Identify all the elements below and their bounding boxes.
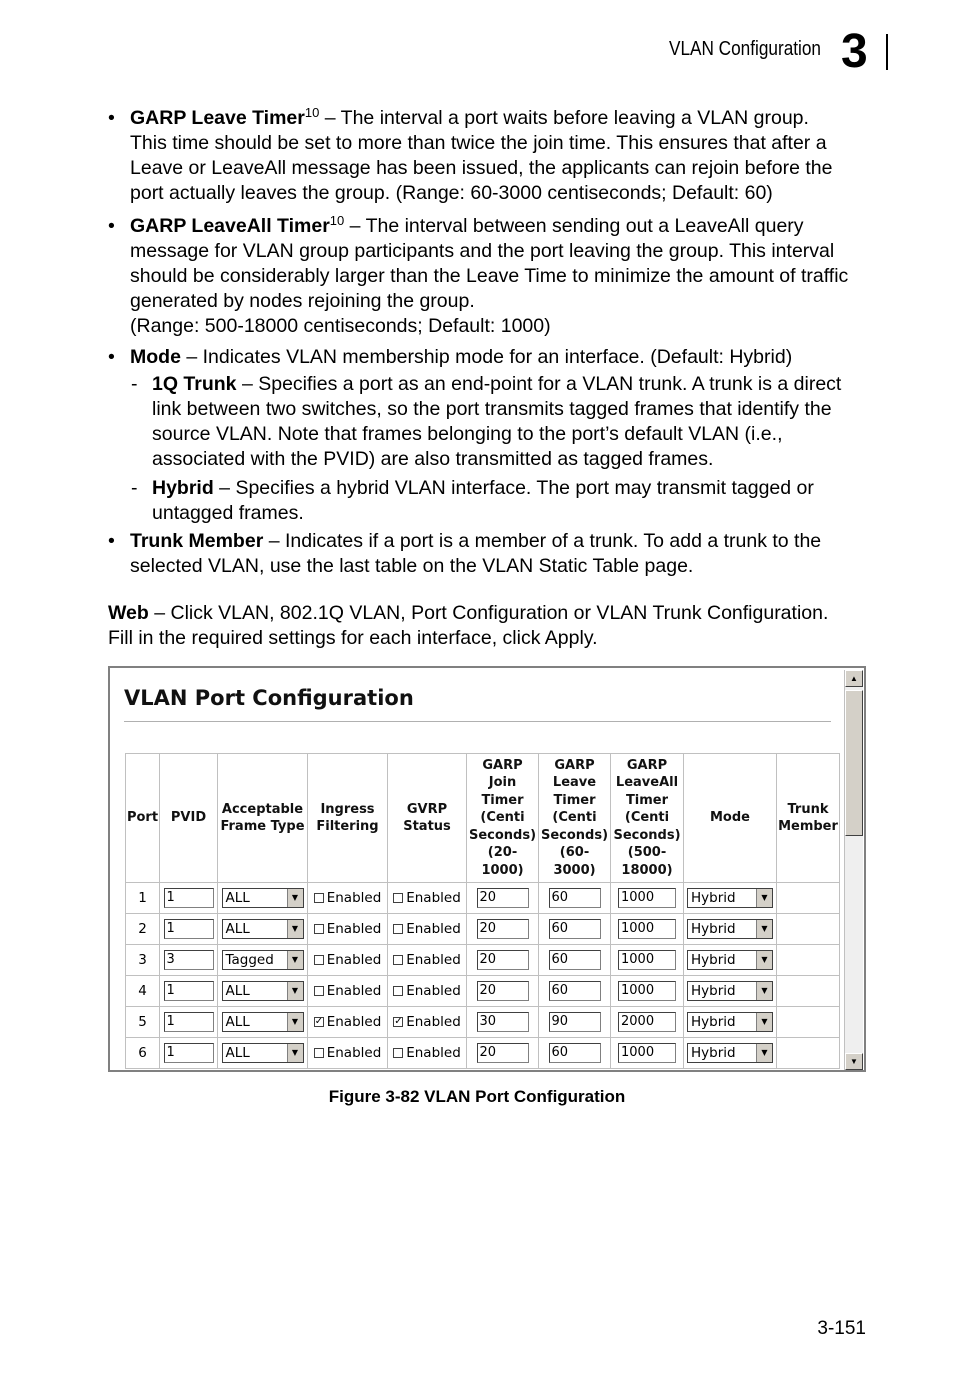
line: Fill in the required settings for each interface, click Apply. — [108, 627, 598, 649]
header-line: Timer — [625, 792, 669, 808]
col-header-port — [126, 754, 160, 883]
header-line: 18000) — [621, 862, 673, 878]
line: – Specifies a port as an end-point for a VLAN trunk. A trunk is a direct — [236, 373, 842, 395]
pvid-input[interactable]: 1 — [164, 1043, 214, 1063]
line: generated by nodes rejoining the group. — [130, 290, 475, 312]
select-value: ALL — [225, 1045, 250, 1061]
line: selected VLAN, use the last table on the VLAN Static Table page. — [130, 555, 694, 577]
term: GARP Leave Timer — [130, 107, 305, 129]
header-line: GARP — [626, 757, 668, 773]
header-line: Seconds) — [468, 827, 537, 843]
line: source VLAN. Note that frames belonging to the port’s default VLAN (i.e., — [152, 423, 783, 445]
checkbox-icon[interactable] — [393, 986, 403, 996]
checkbox-label: Enabled — [406, 983, 461, 999]
trunk-member-cell — [777, 883, 840, 914]
table-row — [126, 883, 840, 914]
checkbox-icon[interactable] — [314, 893, 324, 903]
term: 1Q Trunk — [152, 373, 237, 395]
select-value: Tagged — [225, 952, 274, 968]
table-row — [126, 1038, 840, 1069]
select-value: ALL — [225, 890, 250, 906]
header-line: Frame Type — [220, 819, 305, 834]
gvrp-status-checkbox[interactable] — [388, 945, 467, 976]
trunk-member-cell — [777, 976, 840, 1007]
select-value: ALL — [225, 1014, 250, 1030]
mode-select[interactable] — [687, 888, 773, 908]
select-value: Hybrid — [691, 1045, 736, 1061]
gvrp-status-checkbox[interactable] — [388, 914, 467, 945]
dropdown-arrow-icon[interactable]: ▼ — [287, 1044, 303, 1062]
table-header-row — [126, 754, 840, 883]
leaveall-timer-input[interactable]: 1000 — [618, 888, 676, 908]
leave-timer-input[interactable]: 60 — [549, 950, 601, 970]
dropdown-arrow-icon[interactable]: ▼ — [756, 920, 772, 938]
header-line: (Centi — [480, 810, 525, 826]
term: Hybrid — [152, 477, 214, 499]
leave-timer-input[interactable]: 60 — [549, 888, 601, 908]
line: – The interval a port waits before leaving a VLAN group. — [319, 107, 809, 129]
col-header-mode — [684, 754, 777, 883]
header-line: Timer — [553, 792, 596, 808]
header-line: GVRP — [406, 801, 448, 817]
gvrp-status-checkbox[interactable] — [388, 1038, 467, 1069]
page-number: 3-151 — [817, 1318, 866, 1339]
header-rule — [886, 34, 888, 70]
checkbox-checked-icon[interactable]: ✓ — [394, 1016, 403, 1027]
select-value: ALL — [225, 983, 250, 999]
line: should be considerably larger than the Leave Time to minimize the amount of traffic — [130, 265, 849, 287]
scroll-up-icon[interactable]: ▲ — [845, 670, 863, 687]
checkbox-icon[interactable] — [393, 893, 403, 903]
col-header-leaveall-timer — [611, 754, 684, 883]
line: (Range: 500-18000 centiseconds; Default: 1000) — [130, 315, 551, 337]
checkbox-icon[interactable] — [314, 1048, 324, 1058]
leaveall-timer-input[interactable]: 1000 — [618, 950, 676, 970]
port-cell: 2 — [126, 914, 160, 945]
table-row — [126, 1007, 840, 1038]
bullet-mark: • — [108, 530, 115, 552]
header-line: (60-3000) — [553, 845, 596, 878]
frame-type-select[interactable] — [222, 1043, 304, 1063]
port-cell: 4 — [126, 976, 160, 1007]
dropdown-arrow-icon[interactable]: ▼ — [756, 1044, 772, 1062]
line: message for VLAN group participants and the port leaving the group. This interval — [130, 240, 835, 262]
checkbox-label: Enabled — [326, 921, 382, 937]
header-line: (Centi — [624, 810, 670, 826]
term: Trunk Member — [130, 530, 264, 552]
bullet-garp-leaveall-timer — [130, 214, 890, 339]
select-value: Hybrid — [691, 921, 736, 937]
mode-select[interactable] — [687, 1043, 773, 1063]
col-header-gvrp-status — [388, 754, 467, 883]
frame-type-select[interactable] — [222, 981, 304, 1001]
figure-caption: Figure 3-82 VLAN Port Configuration — [328, 1087, 626, 1106]
bullet-garp-leave-timer — [130, 106, 890, 206]
line: untagged frames. — [152, 502, 304, 524]
frame-type-select[interactable] — [222, 888, 304, 908]
ingress-filtering-checkbox[interactable] — [308, 945, 388, 976]
line: – Indicates if a port is a member of a trunk. To add a trunk to the — [263, 530, 822, 552]
checkbox-label: Enabled — [406, 1014, 461, 1030]
leaveall-timer-input[interactable]: 1000 — [618, 981, 676, 1001]
checkbox-label: Enabled — [406, 1045, 461, 1061]
dash-mark: - — [131, 477, 138, 499]
chapter-number: 3 — [841, 25, 868, 78]
dropdown-arrow-icon[interactable]: ▼ — [756, 982, 772, 1000]
port-config-table — [125, 753, 840, 1069]
scroll-thumb[interactable] — [845, 690, 863, 836]
dropdown-arrow-icon[interactable]: ▼ — [287, 951, 303, 969]
header-line: (20-1000) — [481, 845, 524, 878]
checkbox-label: Enabled — [406, 921, 461, 937]
leaveall-timer-input[interactable]: 2000 — [618, 1012, 676, 1032]
checkbox-checked-icon[interactable]: ✓ — [314, 1016, 324, 1027]
header-line: Filtering — [316, 819, 379, 834]
leave-timer-input[interactable]: 90 — [549, 1012, 601, 1032]
select-value: Hybrid — [691, 983, 736, 999]
dropdown-arrow-icon[interactable]: ▼ — [287, 920, 303, 938]
header-line: GARP — [482, 757, 523, 773]
header-line: Leave — [552, 775, 597, 791]
checkbox-label: Enabled — [406, 890, 461, 906]
footnote-ref: 10 — [329, 213, 345, 228]
pvid-input[interactable]: 1 — [164, 981, 214, 1001]
pvid-input[interactable]: 1 — [164, 1012, 214, 1032]
leave-timer-input[interactable]: 60 — [549, 1043, 601, 1063]
checkbox-icon[interactable] — [393, 955, 403, 965]
pvid-input[interactable]: 3 — [164, 950, 214, 970]
running-header: VLAN Configuration — [668, 38, 821, 60]
trunk-member-cell — [777, 1038, 840, 1069]
dash-mark: - — [131, 373, 138, 395]
bullet-mark: • — [108, 346, 115, 368]
checkbox-label: Enabled — [326, 1014, 382, 1030]
dropdown-arrow-icon[interactable]: ▼ — [287, 982, 303, 1000]
line: port actually leaves the group. (Range: 60-3000 centiseconds; Default: 60) — [130, 182, 773, 204]
dropdown-arrow-icon[interactable]: ▼ — [756, 1013, 772, 1031]
ingress-filtering-checkbox[interactable] — [308, 976, 388, 1007]
footnote-ref: 10 — [304, 105, 320, 120]
line: – Indicates VLAN membership mode for an interface. (Default: Hybrid) — [180, 346, 793, 368]
header-line: Status — [403, 819, 451, 834]
checkbox-icon[interactable] — [393, 1048, 403, 1058]
gvrp-status-checkbox[interactable] — [388, 976, 467, 1007]
term: Mode — [130, 346, 181, 368]
header-line: (Centi — [552, 810, 597, 826]
col-header-leave-timer — [539, 754, 611, 883]
trunk-member-cell — [777, 914, 840, 945]
header-line: Join — [488, 775, 517, 791]
mode-select[interactable] — [687, 981, 773, 1001]
header-line: Seconds) — [540, 827, 609, 843]
gvrp-status-checkbox[interactable] — [388, 883, 467, 914]
bullet-mode — [130, 345, 890, 370]
header-line: Acceptable — [221, 801, 304, 817]
dropdown-arrow-icon[interactable]: ▼ — [287, 1013, 303, 1031]
term: Web — [108, 602, 149, 624]
header-line: LeaveAll — [615, 775, 679, 791]
bullet-trunk-member — [130, 529, 890, 579]
mode-select[interactable] — [687, 919, 773, 939]
line: associated with the PVID) are also transmitted as tagged frames. — [152, 448, 714, 470]
port-cell: 5 — [126, 1007, 160, 1038]
checkbox-icon[interactable] — [314, 924, 324, 934]
join-timer-input[interactable]: 30 — [477, 1012, 529, 1032]
mode-select[interactable] — [687, 950, 773, 970]
ingress-filtering-checkbox[interactable] — [308, 883, 388, 914]
line: – Click VLAN, 802.1Q VLAN, Port Configuration or VLAN Trunk Configuration. — [148, 602, 829, 624]
select-value: ALL — [225, 921, 250, 937]
line: Leave or LeaveAll message has been issued, the applicants can rejoin before the — [130, 157, 833, 179]
join-timer-input[interactable]: 20 — [477, 919, 529, 939]
bullet-mark: • — [108, 107, 115, 129]
leaveall-timer-input[interactable]: 1000 — [618, 1043, 676, 1063]
title-divider — [124, 721, 831, 722]
frame-type-select[interactable] — [222, 1012, 304, 1032]
scroll-down-icon[interactable]: ▼ — [845, 1053, 863, 1070]
checkbox-icon[interactable] — [393, 924, 403, 934]
pvid-input[interactable]: 1 — [164, 888, 214, 908]
dropdown-arrow-icon[interactable]: ▼ — [756, 951, 772, 969]
pvid-input[interactable]: 1 — [164, 919, 214, 939]
header-line: Trunk — [787, 801, 829, 817]
col-header-pvid — [160, 754, 218, 883]
header-line: Mode — [710, 810, 750, 826]
checkbox-icon[interactable] — [314, 986, 324, 996]
header-line: GARP — [554, 757, 595, 773]
line: This time should be set to more than twice the join time. This ensures that after a — [130, 132, 827, 154]
frame-type-select[interactable] — [222, 950, 304, 970]
line: link between two switches, so the port transmits tagged frames that identify the — [152, 398, 832, 420]
checkbox-label: Enabled — [406, 952, 461, 968]
port-cell: 6 — [126, 1038, 160, 1069]
checkbox-label: Enabled — [326, 983, 382, 999]
vertical-scrollbar[interactable] — [844, 670, 863, 1070]
header-line: Port — [126, 810, 159, 826]
header-line: (500- — [627, 845, 667, 861]
table-row — [126, 976, 840, 1007]
line: – The interval between sending out a LeaveAll query — [344, 215, 804, 237]
checkbox-label: Enabled — [326, 1045, 382, 1061]
ingress-filtering-checkbox[interactable] — [308, 1007, 388, 1038]
sub-hybrid — [152, 476, 892, 526]
select-value: Hybrid — [691, 1014, 736, 1030]
col-header-frame-type — [218, 754, 308, 883]
select-value: Hybrid — [691, 952, 736, 968]
table-row — [126, 945, 840, 976]
leave-timer-input[interactable]: 60 — [549, 981, 601, 1001]
header-line: Timer — [481, 792, 524, 808]
col-header-join-timer — [467, 754, 539, 883]
header-line: Member — [778, 819, 838, 834]
dropdown-arrow-icon[interactable]: ▼ — [287, 889, 303, 907]
checkbox-label: Enabled — [326, 890, 382, 906]
header-line: PVID — [170, 810, 207, 826]
checkbox-label: Enabled — [326, 952, 382, 968]
screen-title: VLAN Port Configuration — [124, 686, 414, 710]
vlan-port-config-screenshot — [108, 666, 866, 1072]
gvrp-status-checkbox[interactable] — [388, 1007, 467, 1038]
join-timer-input[interactable]: 20 — [477, 950, 529, 970]
port-cell: 1 — [126, 883, 160, 914]
table-row — [126, 914, 840, 945]
join-timer-input[interactable]: 20 — [477, 1043, 529, 1063]
leave-timer-input[interactable]: 60 — [549, 919, 601, 939]
mode-select[interactable] — [687, 1012, 773, 1032]
line: – Specifies a hybrid VLAN interface. The port may transmit tagged or — [213, 477, 814, 499]
join-timer-input[interactable]: 20 — [477, 981, 529, 1001]
ingress-filtering-checkbox[interactable] — [308, 1038, 388, 1069]
header-line: Ingress — [320, 801, 375, 817]
leaveall-timer-input[interactable]: 1000 — [618, 919, 676, 939]
trunk-member-cell — [777, 1007, 840, 1038]
join-timer-input[interactable]: 20 — [477, 888, 529, 908]
dropdown-arrow-icon[interactable]: ▼ — [756, 889, 772, 907]
col-header-trunk-member — [777, 754, 840, 883]
bullet-mark: • — [108, 215, 115, 237]
web-instructions — [108, 601, 888, 651]
frame-type-select[interactable] — [222, 919, 304, 939]
ingress-filtering-checkbox[interactable] — [308, 914, 388, 945]
select-value: Hybrid — [691, 890, 736, 906]
header-line: Seconds) — [613, 827, 681, 843]
trunk-member-cell — [777, 945, 840, 976]
col-header-ingress-filtering — [308, 754, 388, 883]
sub-1q-trunk — [152, 372, 892, 472]
checkbox-icon[interactable] — [314, 955, 324, 965]
port-cell: 3 — [126, 945, 160, 976]
term: GARP LeaveAll Timer — [130, 215, 330, 237]
